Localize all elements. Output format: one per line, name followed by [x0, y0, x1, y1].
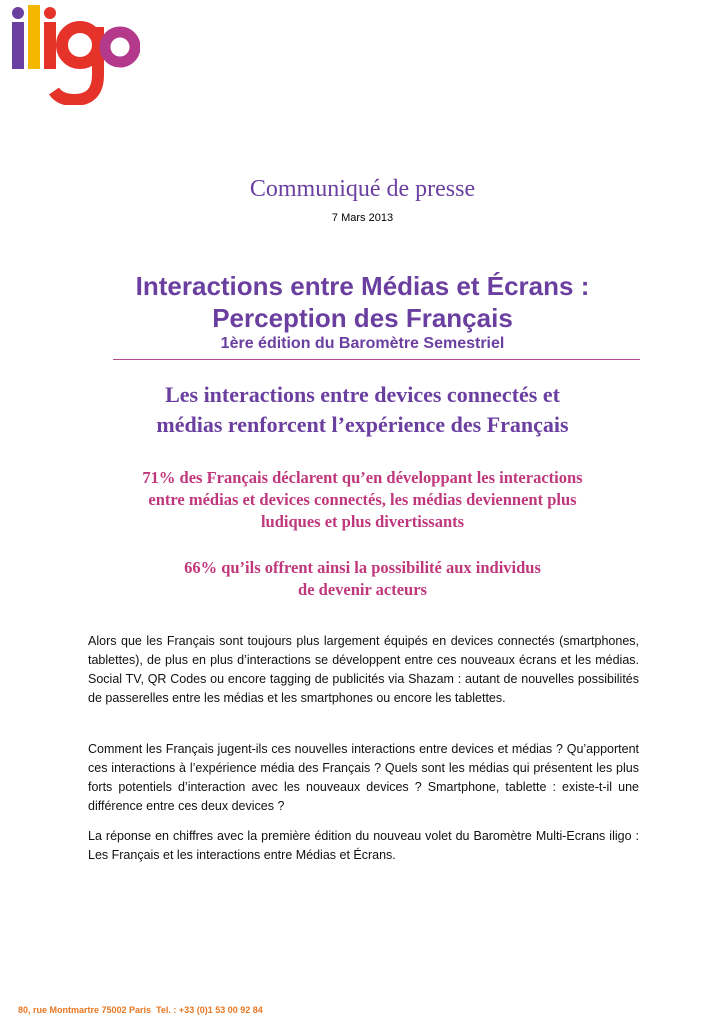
iligo-logo [10, 5, 140, 105]
key-stat-66 [0, 557, 725, 601]
section-subtitle-line-1: Les interactions entre devices connectés et [165, 382, 560, 407]
body-paragraph-1: Alors que les Français sont toujours plus largement équipés en devices connectés (smartphones, tablettes), de plus en plus d’interactions se développent entre ces nouveaux écrans et les médias. Social TV, QR Codes ou encore tagging de publicités via Shazam : autant de nouvelles possibilités de passerelles entre les médias et les smartphones ou encore les tablettes. [88, 634, 639, 705]
body-paragraph-2: Comment les Français jugent-ils ces nouvelles interactions entre devices et médias ? Qu’apportent ces interactions à l’expérience média des Français ? Quels sont les médias qui présentent les plus forts potentiels d’interaction avec les nouveaux devices ? Smartphone, tablette : existe-t-il une différence entre ces deux devices ? [88, 742, 639, 813]
logo-i2-dot [44, 7, 56, 19]
key-stat-66-line-2: de devenir acteurs [298, 580, 427, 599]
key-stat-71-line-1: 71% des Français déclarent qu’en développant les interactions [142, 468, 583, 487]
main-title-line-2: Perception des Français [212, 303, 513, 333]
logo-i-dot [12, 7, 24, 19]
logo-l [28, 5, 40, 69]
footer-phone: Tel. : +33 (0)1 53 00 92 84 [156, 1005, 263, 1015]
section-subtitle [0, 380, 725, 440]
section-subtitle-line-2: médias renforcent l’expérience des Français [156, 412, 569, 437]
logo-i2-stem [44, 22, 56, 69]
footer-address: 80, rue Montmartre 75002 Paris [18, 1005, 152, 1015]
edition-subtitle: 1ère édition du Baromètre Semestriel [220, 335, 505, 352]
release-date: 7 Mars 2013 [331, 212, 394, 224]
logo-o [105, 32, 135, 62]
body-paragraph-3: La réponse en chiffres avec la première édition du nouveau volet du Baromètre Multi-Ecrans iligo : Les Français et les interactions entre Médias et Écrans. [88, 829, 639, 862]
key-stat-71-line-3: ludiques et plus divertissants [260, 512, 465, 531]
logo-i-stem [12, 22, 24, 69]
main-title [0, 270, 725, 334]
footer-contact [18, 1005, 263, 1015]
key-stat-66-line-1: 66% qu’ils offrent ainsi la possibilité aux individus [184, 558, 541, 577]
press-release-label: Communiqué de presse [249, 176, 476, 202]
key-stat-71 [0, 467, 725, 533]
title-divider [113, 359, 640, 360]
key-stat-71-line-2: entre médias et devices connectés, les médias deviennent plus [148, 490, 577, 509]
main-title-line-1: Interactions entre Médias et Écrans : [135, 271, 590, 301]
